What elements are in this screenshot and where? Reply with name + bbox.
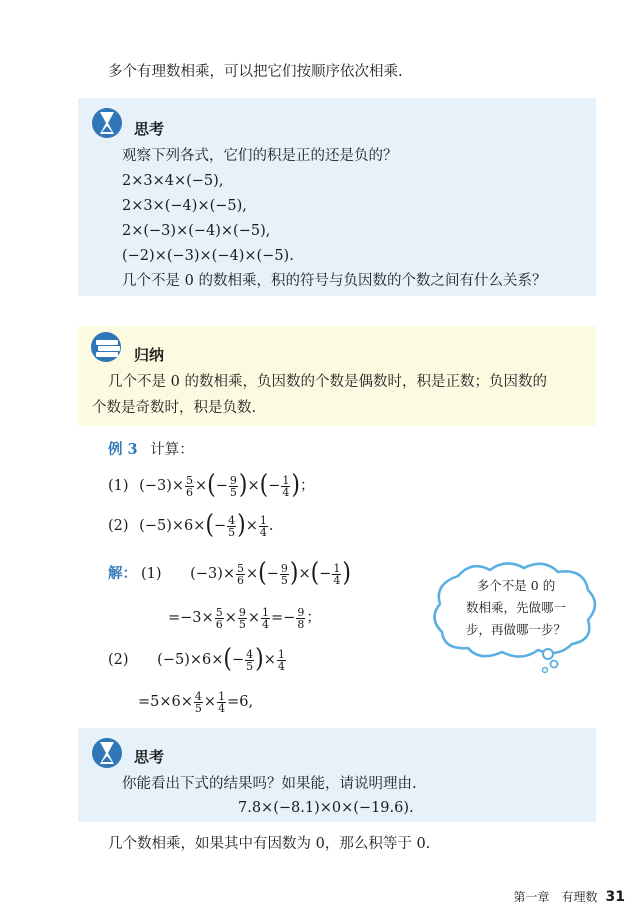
cloud-line-3: 步，再做哪一步？ xyxy=(465,622,566,637)
fraction: $\frac{1}{4}$ xyxy=(333,561,341,587)
think-2-expression: 7.8×(−8.1)×0×(−19.6). xyxy=(238,800,414,816)
think-1-question: 观察下列各式，它们的积是正的还是负的？ xyxy=(122,148,398,164)
fraction: $\frac{4}{5}$ xyxy=(194,689,202,715)
fraction: $\frac{1}{4}$ xyxy=(262,605,269,631)
cloud-line-1: 多个不是 0 的 xyxy=(476,578,556,593)
solution-1-line-1: 解： (1) (−3)× $\frac{5}{6}$ ×(− $\frac{9}{5}$ )×(− $\frac{1}{4}$ ) xyxy=(108,558,352,589)
hourglass-icon xyxy=(92,736,122,770)
closing-text: 几个数相乘，如果其中有因数为 0，那么积等于 0. xyxy=(108,836,431,852)
think-box-2 xyxy=(78,728,596,822)
summary-title: 归纳 xyxy=(134,346,165,364)
fraction: $\frac{4}{5}$ xyxy=(246,647,254,673)
fraction: $\frac{5}{6}$ xyxy=(237,561,245,587)
solution-2-line-2: =5×6× $\frac{4}{5}$ × $\frac{1}{4}$ =6, xyxy=(138,689,254,715)
solution-label: 解： xyxy=(108,565,137,582)
solution-1-line-2: =−3× $\frac{5}{6}$ × $\frac{9}{5}$ × $\frac{1}{4}$ =− $\frac{9}{8}$ ； xyxy=(168,605,321,631)
hourglass-icon xyxy=(92,106,122,140)
fraction: $\frac{5}{6}$ xyxy=(215,605,223,631)
think-2-question: 你能看出下式的结果吗？如果能，请说明理由. xyxy=(122,776,417,792)
think-1-expression: (−2)×(−3)×(−4)×(−5). xyxy=(122,248,294,264)
fraction: $\frac{4}{5}$ xyxy=(228,513,236,539)
solution-2-line-1: (2) (−5)×6×(− $\frac{4}{5}$ )× $\frac{1}{4}$ xyxy=(108,644,285,675)
fraction: $\frac{9}{8}$ xyxy=(297,605,305,631)
summary-line-2: 个数是奇数时，积是负数. xyxy=(92,400,257,416)
think-1-title: 思考 xyxy=(134,120,165,138)
page-number: 31 xyxy=(605,889,625,905)
cloud-line-2: 数相乘，先做哪一 xyxy=(465,600,566,615)
example-label: 例 3 xyxy=(108,441,138,458)
fraction: $\frac{5}{6}$ xyxy=(186,473,194,499)
summary-line-1: 几个不是 0 的数相乘，负因数的个数是偶数时，积是正数；负因数的 xyxy=(108,374,547,390)
think-2-title: 思考 xyxy=(134,748,165,766)
intro-text: 多个有理数相乘，可以把它们按顺序依次相乘. xyxy=(108,64,403,80)
chapter-label: 第一章 有理数 xyxy=(513,890,598,904)
fraction: $\frac{1}{4}$ xyxy=(282,473,290,499)
fraction: $\frac{9}{5}$ xyxy=(238,605,246,631)
think-1-closing: 几个不是 0 的数相乘，积的符号与负因数的个数之间有什么关系？ xyxy=(122,273,547,289)
fraction: $\frac{1}{4}$ xyxy=(218,689,226,715)
problem-2: (2) (−5)×6×(− $\frac{4}{5}$ )× $\frac{1}{4}$ . xyxy=(108,510,274,541)
think-1-expression: 2×3×4×(−5), xyxy=(122,173,224,189)
summary-box xyxy=(78,326,596,426)
page-footer xyxy=(514,888,626,905)
think-box-1 xyxy=(78,98,596,296)
problem-1: (1) (−3)× $\frac{5}{6}$ ×(− $\frac{9}{5}$ )×(− $\frac{1}{4}$ )； xyxy=(108,470,315,501)
book-stack-icon xyxy=(90,332,124,362)
fraction: $\frac{9}{5}$ xyxy=(280,561,288,587)
fraction: $\frac{1}{4}$ xyxy=(277,647,285,673)
fraction: $\frac{1}{4}$ xyxy=(259,513,267,539)
think-1-expression: 2×(−3)×(−4)×(−5), xyxy=(122,223,271,239)
example-heading xyxy=(108,440,194,460)
fraction: $\frac{9}{5}$ xyxy=(229,473,237,499)
think-1-expression: 2×3×(−4)×(−5), xyxy=(122,198,247,214)
example-task: 计算： xyxy=(150,442,194,458)
